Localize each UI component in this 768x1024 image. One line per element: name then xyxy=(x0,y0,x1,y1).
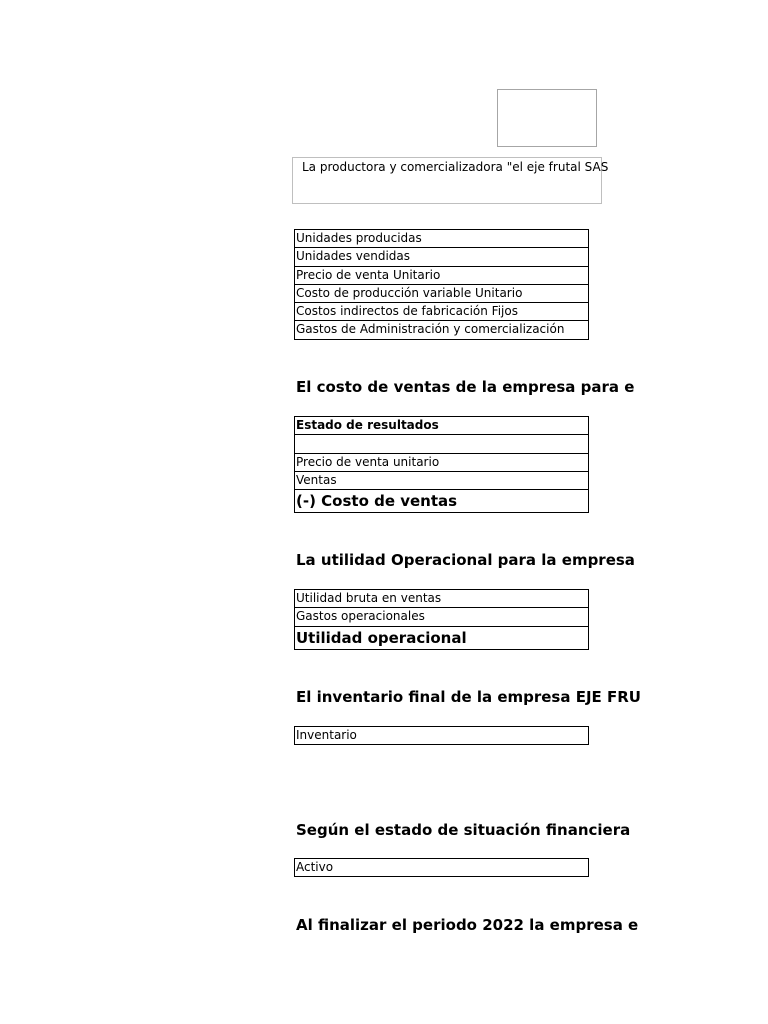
table-row xyxy=(295,435,588,453)
data-table xyxy=(294,229,589,340)
table-row: Unidades producidas xyxy=(295,230,588,248)
question-heading-5: Al finalizar el periodo 2022 la empresa e xyxy=(296,916,639,934)
question-heading-4: Según el estado de situación financiera xyxy=(296,821,631,839)
table-row: Costo de producción variable Unitario xyxy=(295,285,588,303)
assets-table xyxy=(294,858,589,877)
table-row: Gastos de Administración y comercialización xyxy=(295,321,588,339)
question-heading-2: La utilidad Operacional para la empresa xyxy=(296,551,635,569)
question-heading-1: El costo de ventas de la empresa para e xyxy=(296,378,635,396)
table-row: (-) Costo de ventas xyxy=(295,490,588,513)
table-row: Activo xyxy=(295,859,588,877)
table-row: Utilidad operacional xyxy=(295,627,588,650)
table-header: Estado de resultados xyxy=(295,417,588,435)
table-row: Gastos operacionales xyxy=(295,608,588,626)
table-row: Precio de venta Unitario xyxy=(295,267,588,285)
operating-income-table xyxy=(294,589,589,650)
table-row: Ventas xyxy=(295,472,588,490)
question-heading-3: El inventario final de la empresa EJE FRU xyxy=(296,688,641,706)
table-row: Precio de venta unitario xyxy=(295,454,588,472)
intro-text: La productora y comercializadora "el eje frutal SAS xyxy=(292,157,602,204)
table-row: Utilidad bruta en ventas xyxy=(295,590,588,608)
inventory-table xyxy=(294,726,589,745)
table-row: Unidades vendidas xyxy=(295,248,588,266)
table-row: Costos indirectos de fabricación Fijos xyxy=(295,303,588,321)
table-row: Inventario xyxy=(295,727,588,745)
income-statement-table xyxy=(294,416,589,513)
